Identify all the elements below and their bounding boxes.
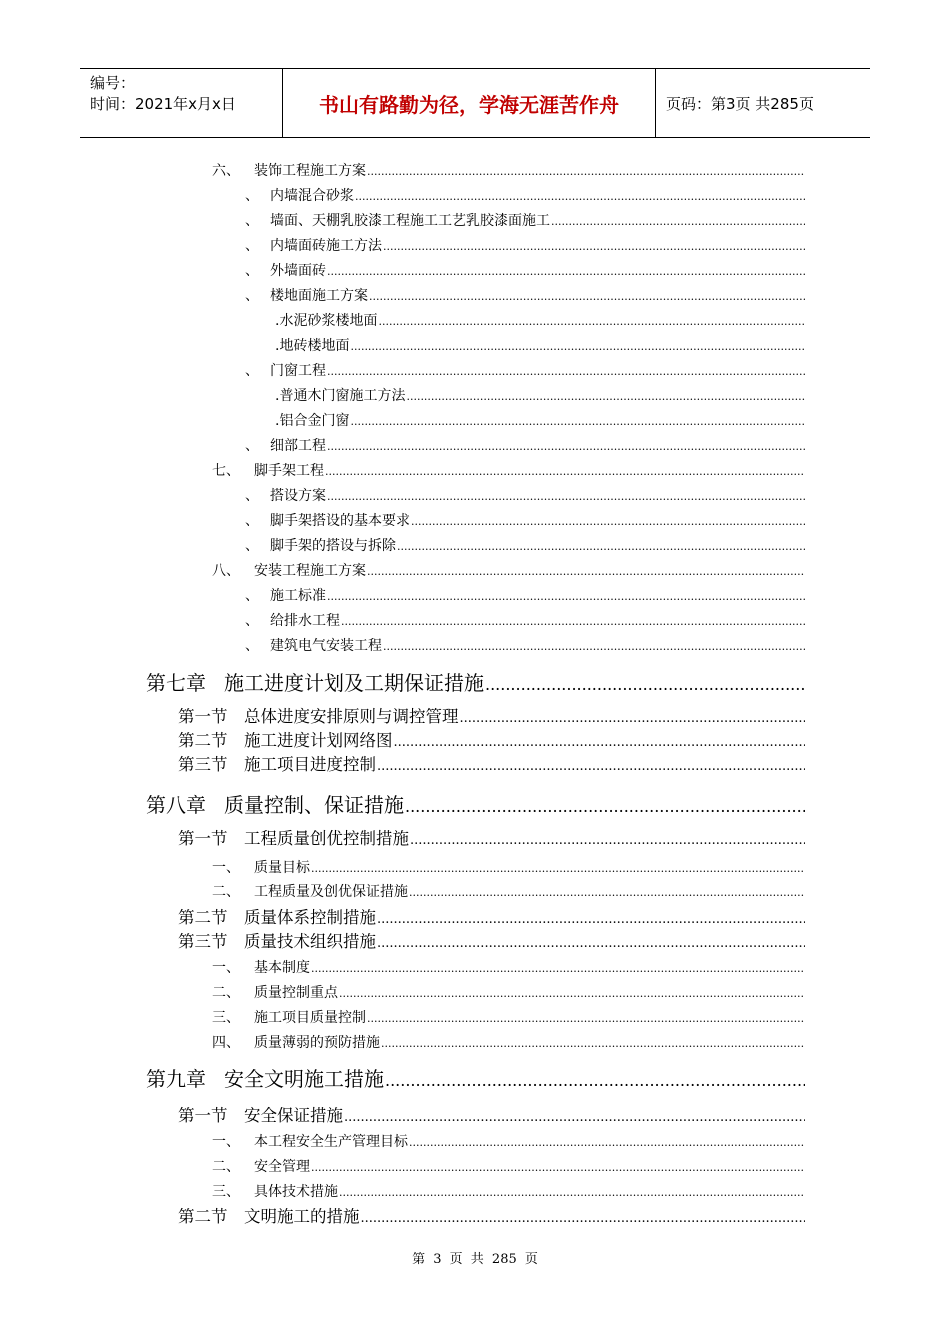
toc-entry-title: 文明施工的措施 — [244, 1207, 360, 1226]
toc-dot-leader — [397, 537, 805, 557]
toc-dot-leader — [381, 1034, 805, 1054]
toc-entry[interactable] — [178, 729, 805, 753]
toc-entry[interactable] — [275, 411, 805, 431]
document-number-label: 编号： — [90, 74, 136, 92]
toc-entry[interactable] — [245, 236, 805, 256]
toc-entry-title: .普通木门窗施工方法 — [275, 388, 406, 404]
toc-dot-leader — [350, 337, 805, 357]
toc-dot-leader — [341, 612, 805, 632]
toc-entry-title: 搭设方案 — [270, 488, 326, 504]
document-time-label: 时间：2021年x月x日 — [90, 95, 236, 113]
toc-dot-leader — [551, 212, 805, 232]
toc-entry[interactable] — [212, 1157, 805, 1177]
toc-entry[interactable] — [212, 461, 805, 481]
toc-entry[interactable] — [146, 668, 805, 698]
toc-entry-title: 内墙面砖施工方法 — [270, 238, 382, 254]
toc-dot-leader — [383, 637, 805, 657]
toc-entry-number: 三、 — [212, 1010, 240, 1026]
toc-entry-title: 质量控制重点 — [254, 985, 338, 1001]
toc-entry-number: 、 — [245, 288, 259, 304]
toc-dot-leader — [411, 512, 805, 532]
toc-dot-leader — [377, 932, 805, 956]
toc-entry-title: 给排水工程 — [270, 613, 340, 629]
toc-entry-title: 安全保证措施 — [244, 1106, 343, 1125]
toc-entry-number: 第一节 — [178, 707, 228, 726]
toc-dot-leader — [344, 1106, 805, 1130]
toc-dot-leader — [406, 387, 805, 407]
toc-entry-number: 三、 — [212, 1184, 240, 1200]
toc-entry-number: 第八章 — [146, 793, 206, 817]
toc-entry-title: 工程质量创优控制措施 — [244, 829, 409, 848]
toc-entry-title: 质量薄弱的预防措施 — [254, 1035, 380, 1051]
toc-entry-title: 墙面、天棚乳胶漆工程施工工艺乳胶漆面施工 — [270, 213, 550, 229]
toc-entry-number: 第三节 — [178, 932, 228, 951]
toc-dot-leader — [405, 792, 805, 822]
toc-entry[interactable] — [245, 211, 805, 231]
toc-dot-leader — [311, 859, 805, 879]
header-page-info: 页码：第3页 共285页 — [666, 94, 814, 113]
toc-entry-number: 第一节 — [178, 829, 228, 848]
toc-entry-number: 第二节 — [178, 908, 228, 927]
toc-entry-title: 脚手架工程 — [254, 463, 324, 479]
toc-entry-number: 、 — [245, 438, 259, 454]
toc-entry[interactable] — [178, 1205, 805, 1229]
toc-entry-number: 二、 — [212, 1159, 240, 1175]
toc-entry-number: 、 — [245, 213, 259, 229]
toc-entry[interactable] — [212, 958, 805, 978]
toc-entry[interactable] — [212, 1132, 805, 1152]
toc-entry[interactable] — [212, 882, 805, 902]
toc-dot-leader — [311, 959, 805, 979]
toc-dot-leader — [409, 883, 805, 903]
toc-entry-title: 基本制度 — [254, 960, 310, 976]
toc-entry-title: 工程质量及创优保证措施 — [254, 884, 408, 900]
toc-entry[interactable] — [275, 311, 805, 331]
toc-entry[interactable] — [212, 858, 805, 878]
toc-dot-leader — [383, 237, 805, 257]
toc-dot-leader — [369, 287, 805, 307]
toc-dot-leader — [327, 262, 805, 282]
toc-dot-leader — [460, 707, 806, 731]
toc-entry-title: 质量体系控制措施 — [244, 908, 376, 927]
toc-entry[interactable] — [178, 753, 805, 777]
toc-entry-number: 、 — [245, 588, 259, 604]
toc-entry-title: 建筑电气安装工程 — [270, 638, 382, 654]
toc-entry[interactable] — [245, 636, 805, 656]
toc-entry[interactable] — [245, 611, 805, 631]
toc-entry-title: 质量技术组织措施 — [244, 932, 376, 951]
toc-dot-leader — [367, 562, 805, 582]
toc-entry[interactable] — [275, 336, 805, 356]
toc-entry-number: 、 — [245, 238, 259, 254]
toc-dot-leader — [385, 1066, 805, 1096]
toc-entry[interactable] — [275, 386, 805, 406]
toc-entry-title: 施工项目质量控制 — [254, 1010, 366, 1026]
toc-entry-title: 质量控制、保证措施 — [224, 793, 404, 817]
toc-entry-number: 二、 — [212, 884, 240, 900]
toc-entry-title: 施工项目进度控制 — [244, 755, 376, 774]
toc-entry-number: 一、 — [212, 860, 240, 876]
toc-dot-leader — [367, 162, 805, 182]
toc-entry-number: 二、 — [212, 985, 240, 1001]
toc-entry[interactable] — [245, 586, 805, 606]
toc-dot-leader — [409, 1133, 805, 1153]
toc-entry-title: 质量目标 — [254, 860, 310, 876]
toc-entry-number: 第三节 — [178, 755, 228, 774]
toc-entry[interactable] — [212, 561, 805, 581]
toc-entry[interactable] — [178, 1104, 805, 1128]
page-footer: 第 3 页 共 285 页 — [412, 1252, 538, 1267]
header-meta — [80, 69, 283, 137]
toc-entry-number: 第九章 — [146, 1067, 206, 1091]
toc-entry-number: 第一节 — [178, 1106, 228, 1125]
toc-dot-leader — [410, 829, 805, 853]
toc-entry-number: 第二节 — [178, 731, 228, 750]
toc-entry-title: 总体进度安排原则与调控管理 — [244, 707, 459, 726]
toc-entry-title: 施工进度计划网络图 — [244, 731, 393, 750]
toc-entry-title: 内墙混合砂浆 — [270, 188, 354, 204]
toc-entry[interactable] — [212, 161, 805, 181]
toc-entry-title: .水泥砂浆楼地面 — [275, 313, 378, 329]
toc-entry-title: 外墙面砖 — [270, 263, 326, 279]
toc-dot-leader — [327, 587, 805, 607]
toc-entry-number: 第七章 — [146, 671, 206, 695]
toc-entry[interactable] — [178, 930, 805, 954]
toc-dot-leader — [339, 1183, 805, 1203]
toc-entry-title: 脚手架的搭设与拆除 — [270, 538, 396, 554]
toc-entry-number: 、 — [245, 513, 259, 529]
toc-dot-leader — [367, 1009, 805, 1029]
toc-entry[interactable] — [245, 186, 805, 206]
toc-entry-number: 、 — [245, 613, 259, 629]
toc-entry-number: 第二节 — [178, 1207, 228, 1226]
toc-entry-title: 脚手架搭设的基本要求 — [270, 513, 410, 529]
toc-entry[interactable] — [245, 261, 805, 281]
toc-entry-title: 安装工程施工方案 — [254, 563, 366, 579]
toc-entry-title: 施工进度计划及工期保证措施 — [224, 671, 484, 695]
toc-entry-title: 本工程安全生产管理目标 — [254, 1134, 408, 1150]
toc-entry-number: 一、 — [212, 1134, 240, 1150]
header-motto: 书山有路勤为径，学海无涯苦作舟 — [283, 69, 656, 137]
toc-dot-leader — [339, 984, 805, 1004]
toc-entry[interactable] — [178, 906, 805, 930]
toc-entry[interactable] — [245, 361, 805, 381]
toc-entry[interactable] — [146, 790, 805, 820]
toc-entry[interactable] — [146, 1064, 805, 1094]
toc-entry-title: 具体技术措施 — [254, 1184, 338, 1200]
toc-entry-number: 六、 — [212, 163, 240, 179]
toc-entry[interactable] — [178, 705, 805, 729]
toc-entry[interactable] — [178, 827, 805, 851]
toc-entry-title: 细部工程 — [270, 438, 326, 454]
toc-entry-number: 、 — [245, 363, 259, 379]
toc-entry[interactable] — [212, 1033, 805, 1053]
toc-entry-title: 施工标准 — [270, 588, 326, 604]
toc-entry-number: 八、 — [212, 563, 240, 579]
toc-dot-leader — [355, 187, 805, 207]
toc-dot-leader — [350, 412, 805, 432]
toc-entry-number: 、 — [245, 638, 259, 654]
toc-entry-title: .地砖楼地面 — [275, 338, 350, 354]
toc-dot-leader — [378, 312, 805, 332]
toc-dot-leader — [325, 462, 805, 482]
toc-dot-leader — [327, 362, 805, 382]
toc-entry-title: 安全管理 — [254, 1159, 310, 1175]
toc-entry-title: .铝合金门窗 — [275, 413, 350, 429]
toc-dot-leader — [311, 1158, 805, 1178]
toc-entry-title: 安全文明施工措施 — [224, 1067, 384, 1091]
toc-entry-number: 一、 — [212, 960, 240, 976]
toc-entry[interactable] — [245, 436, 805, 456]
toc-entry-number: 、 — [245, 188, 259, 204]
toc-entry[interactable] — [212, 1182, 805, 1202]
toc-entry-number: 、 — [245, 488, 259, 504]
toc-entry[interactable] — [212, 983, 805, 1003]
toc-dot-leader — [377, 908, 805, 932]
toc-entry-number: 四、 — [212, 1035, 240, 1051]
toc-dot-leader — [361, 1207, 806, 1231]
toc-dot-leader — [327, 437, 805, 457]
toc-entry[interactable] — [245, 511, 805, 531]
toc-entry-number: 七、 — [212, 463, 240, 479]
toc-entry-title: 门窗工程 — [270, 363, 326, 379]
toc-entry-title: 楼地面施工方案 — [270, 288, 368, 304]
toc-dot-leader — [377, 755, 805, 779]
toc-dot-leader — [327, 487, 805, 507]
toc-entry-number: 、 — [245, 263, 259, 279]
toc-dot-leader — [394, 731, 806, 755]
toc-dot-leader — [485, 670, 805, 700]
page-header — [80, 68, 870, 138]
toc-entry[interactable] — [245, 536, 805, 556]
toc-entry[interactable] — [245, 286, 805, 306]
toc-entry[interactable] — [212, 1008, 805, 1028]
toc-entry-title: 装饰工程施工方案 — [254, 163, 366, 179]
toc-entry-number: 、 — [245, 538, 259, 554]
toc-entry[interactable] — [245, 486, 805, 506]
